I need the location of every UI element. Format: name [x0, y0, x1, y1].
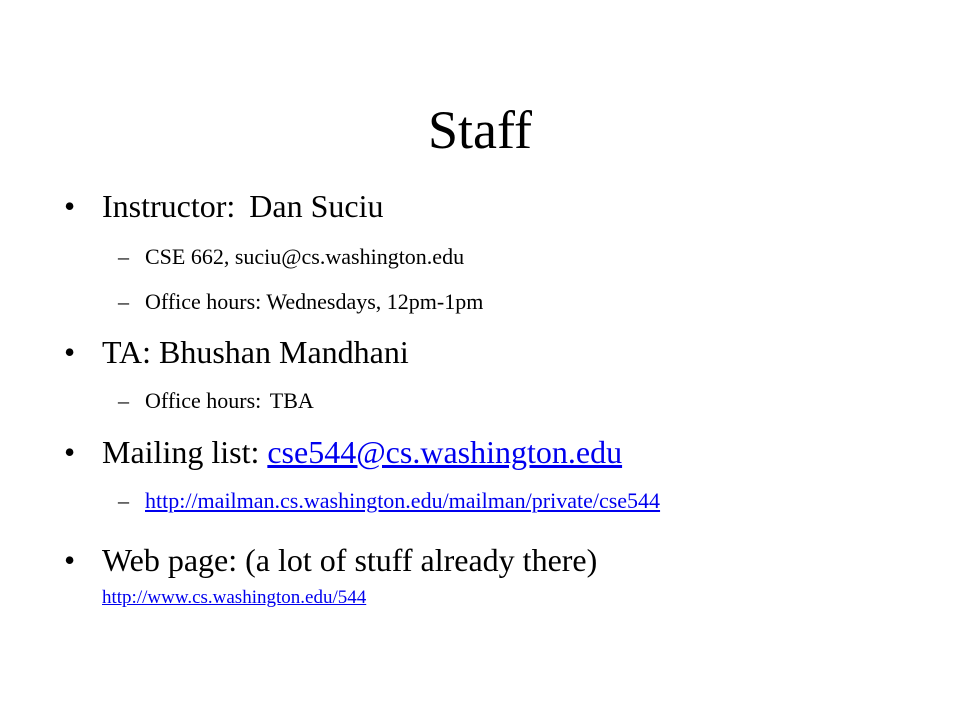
dash-marker: –: [118, 488, 129, 513]
slide-title: Staff: [428, 100, 532, 160]
instructor-office-email: CSE 662, suciu@cs.washington.edu: [145, 244, 465, 269]
dash-marker: –: [118, 289, 129, 314]
instructor-line: [102, 186, 384, 226]
mailing-list-label: Mailing list:: [102, 434, 260, 470]
mailing-list-email-link[interactable]: cse544@cs.washington.edu: [267, 434, 623, 470]
ta-office-hours-value: TBA: [269, 388, 314, 413]
bullet-marker: •: [64, 334, 76, 370]
dash-marker: –: [118, 244, 129, 269]
bullet-marker: •: [64, 542, 76, 578]
web-page-link[interactable]: http://www.cs.washington.edu/544: [102, 587, 367, 608]
ta-office-hours: [145, 386, 314, 416]
web-page-link-row: [102, 586, 366, 610]
ta-line: TA: Bhushan Mandhani: [102, 334, 409, 370]
instructor-office-hours: Office hours: Wednesdays, 12pm-1pm: [145, 289, 484, 314]
instructor-label: Instructor:: [102, 188, 236, 224]
bullet-marker: •: [64, 434, 76, 470]
web-page-line: Web page: (a lot of stuff already there): [102, 542, 598, 578]
mailing-list-line: [102, 432, 622, 472]
mailing-list-archive-link[interactable]: http://mailman.cs.washington.edu/mailman/private/cse544: [145, 488, 661, 513]
instructor-name: Dan Suciu: [249, 188, 384, 224]
dash-marker: –: [118, 388, 129, 413]
ta-office-hours-label: Office hours:: [145, 388, 262, 413]
bullet-marker: •: [64, 188, 76, 224]
